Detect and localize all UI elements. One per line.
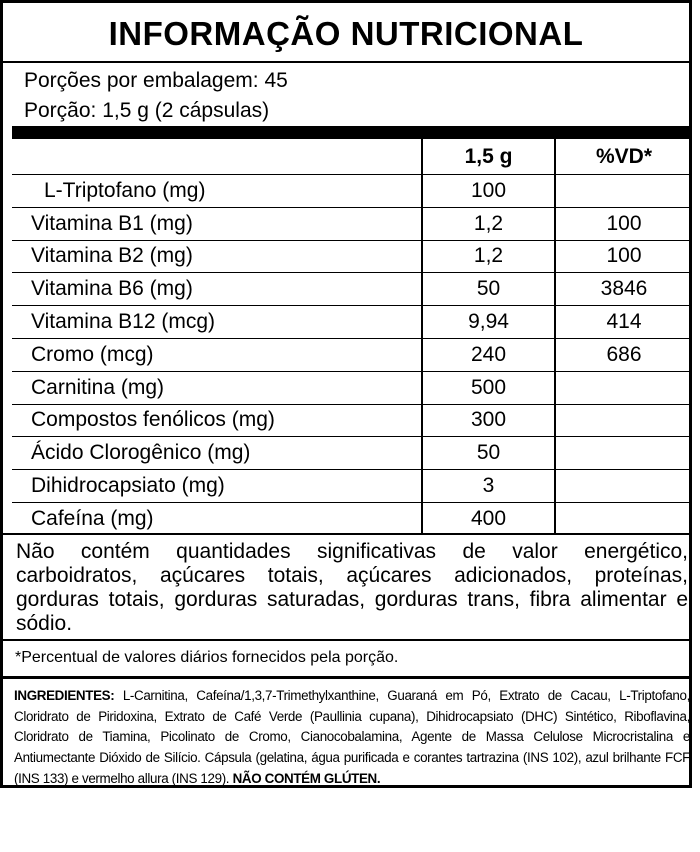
nutrient-name: Carnitina (mg) (12, 371, 422, 404)
table-row (12, 240, 692, 273)
table-row (12, 502, 692, 534)
nutrient-amount: 50 (422, 273, 555, 306)
nutrient-amount: 3 (422, 470, 555, 503)
header-blank (12, 139, 422, 175)
nutrient-amount: 240 (422, 338, 555, 371)
gluten-statement: NÃO CONTÉM GLÚTEN. (232, 770, 381, 786)
nutrient-name: Compostos fenólicos (mg) (12, 404, 422, 437)
table-header-row (12, 139, 692, 175)
nutrient-name: Ácido Clorogênico (mg) (12, 437, 422, 470)
table-row (12, 371, 692, 404)
nutrient-amount: 1,2 (422, 207, 555, 240)
header-daily-value: %VD* (555, 139, 692, 175)
table-row (12, 306, 692, 339)
table-row (12, 437, 692, 470)
nutrient-daily-value (555, 502, 692, 534)
nutrient-daily-value: 100 (555, 240, 692, 273)
header-amount: 1,5 g (422, 139, 555, 175)
ingredients-text (14, 686, 690, 790)
servings-per-package: Porções por embalagem: 45 (24, 69, 288, 92)
table-row (12, 175, 692, 208)
nutrient-daily-value: 100 (555, 207, 692, 240)
nutrient-name: Cafeína (mg) (31, 506, 154, 530)
footnote: *Percentual de valores diários fornecidos pela porção. (15, 649, 399, 666)
table-row (12, 470, 692, 503)
nutrient-amount: 300 (422, 404, 555, 437)
nutrient-daily-value: 686 (555, 338, 692, 371)
nutrient-daily-value (555, 470, 692, 503)
divider (3, 533, 689, 535)
nutrient-daily-value: 3846 (555, 273, 692, 306)
divider (3, 639, 689, 641)
not-significant-note: Não contém quantidades significativas de valor energético, carboidratos, açúcares totais, açúcares adicionados, proteínas, gorduras totais, gorduras saturadas, gorduras trans, fibra alimentar e sódio. (16, 540, 688, 635)
nutrient-name: Vitamina B6 (mg) (12, 273, 422, 306)
nutrient-amount: 500 (422, 371, 555, 404)
panel-title: INFORMAÇÃO NUTRICIONAL (3, 3, 689, 63)
nutrient-daily-value: 414 (555, 306, 692, 339)
nutrition-table (12, 139, 692, 535)
nutrient-daily-value (555, 175, 692, 208)
table-row (12, 207, 692, 240)
nutrient-daily-value (555, 371, 692, 404)
nutrient-name: Vitamina B1 (mg) (12, 207, 422, 240)
nutrient-name: Cromo (mcg) (12, 338, 422, 371)
nutrient-amount: 400 (422, 502, 555, 534)
nutrient-amount: 100 (422, 175, 555, 208)
nutrient-amount: 1,2 (422, 240, 555, 273)
ingredients-list: L-Carnitina, Cafeína/1,3,7-Trimethylxanthine, Guaraná em Pó, Extrato de Cacau, L-Triptofano, Cloridrato de Piridoxina, Extrato de Café Verde (Paullinia cupana), Dihidrocapsiato (DHC) Sintético, Riboflavina, Cloridrato de Tiamina, Picolinato de Cromo, Cianocobalamina, Agente de Massa Celulose Microcristalina e Antiumectante Dióxido de Silício. Cápsula (gelatina, água purificada e corantes tartrazina (INS 102), azul brilhante FCF (INS 133) e vermelho allura (INS 129). (14, 688, 690, 786)
nutrient-name: Vitamina B2 (mg) (12, 240, 422, 273)
nutrient-daily-value (555, 437, 692, 470)
nutrient-amount: 50 (422, 437, 555, 470)
nutrient-name: Dihidrocapsiato (mg) (12, 470, 422, 503)
nutrient-daily-value (555, 404, 692, 437)
table-row (12, 404, 692, 437)
table-row (12, 338, 692, 371)
nutrient-name: Vitamina B12 (mcg) (12, 306, 422, 339)
table-row (12, 273, 692, 306)
nutrient-amount: 9,94 (422, 306, 555, 339)
nutrient-name: L-Triptofano (mg) (12, 175, 422, 208)
ingredients-label: INGREDIENTES: (14, 688, 115, 703)
divider (3, 676, 689, 679)
thick-divider (12, 126, 689, 139)
serving-size: Porção: 1,5 g (2 cápsulas) (24, 99, 270, 122)
